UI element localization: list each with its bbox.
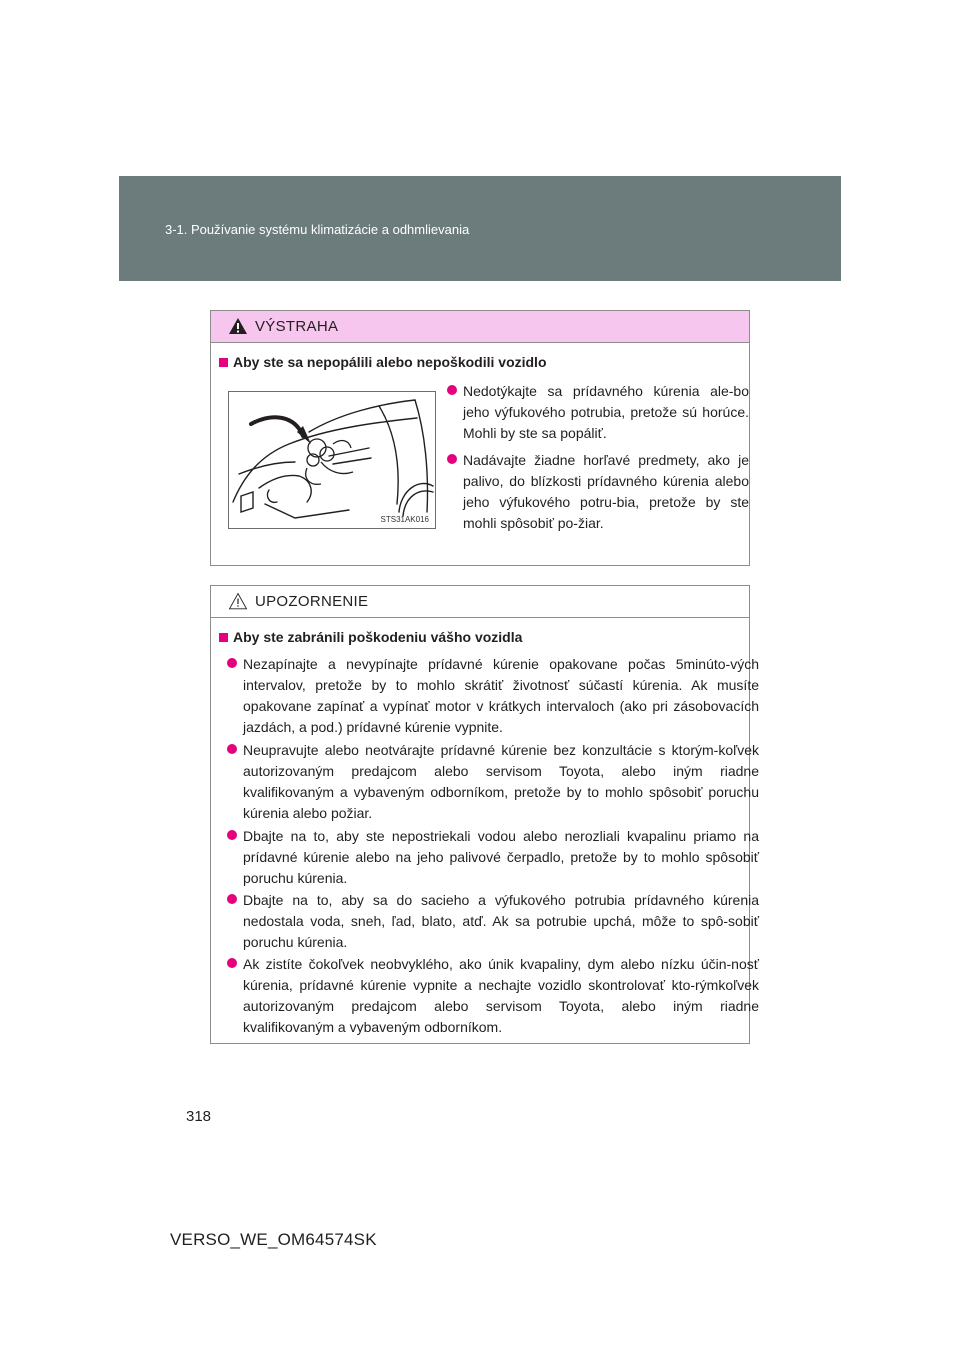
caution-bullet: Ak zistíte čokoľvek neobvyklého, ako únik kvapaliny, dym alebo nízku účin-nosť kúrenia, prídavné kúrenie vypnite a nechajte vozidlo skontrolovať kto-rýmkoľvek autorizovaným predajcom alebo servisom Toyota, alebo iným riadne kvalifikovaným a vybaveným odborníkom. [227,954,759,1038]
warning-subheading: Aby ste sa nepopálili alebo nepoškodili vozidlo [219,354,547,370]
caution-title: UPOZORNENIE [255,593,369,610]
round-bullet-icon [227,894,237,904]
warning-bullet: Nadávajte žiadne horľavé predmety, ako je palivo, do blízkosti prídavného kúrenia alebo jeho výfukového potru-bia, pretože by ste mohli spôsobiť po-žiar. [447,450,749,534]
caution-subheading: Aby ste zabránili poškodeniu vášho vozidla [219,629,522,645]
warning-box [210,310,750,566]
round-bullet-icon [227,830,237,840]
round-bullet-icon [447,454,457,464]
figure-code: STS31AK016 [380,515,429,524]
document-code: VERSO_WE_OM64574SK [170,1230,377,1249]
warning-icon [228,317,248,335]
car-heater-illustration [229,392,435,528]
round-bullet-icon [227,958,237,968]
caution-bullet: Neupravujte alebo neotvárajte prídavné kúrenie bez konzultácie s ktorým-koľvek autorizovaným predajcom alebo servisom Toyota, alebo iným riadne kvalifikovaným a vybaveným odborníkom, pretože by to mohlo spôsobiť poruchu kúrenia alebo požiar. [227,740,759,824]
square-bullet-icon [219,358,228,367]
section-header [119,176,841,281]
warning-title: VÝSTRAHA [255,318,339,335]
caution-box [210,585,759,1044]
heater-figure [228,391,436,529]
round-bullet-icon [447,385,457,395]
caution-bullet: Nezapínajte a nevypínajte prídavné kúrenie opakovane počas 5minúto-vých intervalov, pretože by to mohlo skrátiť životnosť súčastí kúrenia. Ak musíte opakovane zapínať a vypínať motor v krátkych intervaloch (ako pri zásobovacích jazdách, a pod.) prídavné kúrenie vypnite. [227,654,759,738]
round-bullet-icon [227,744,237,754]
caution-bullet: Dbajte na to, aby ste nepostriekali vodou alebo nerozliali kvapalinu priamo na prídavné kúrenie alebo na jeho palivové čerpadlo, pretože by to mohlo spôsobiť poruchu kúrenia. [227,826,759,889]
caution-bullet: Dbajte na to, aby sa do sacieho a výfukového potrubia prídavného kúrenia nedostala voda, sneh, ľad, blato, atď. Ak sa potrubie upchá, môže to spô-sobiť poruchu kúrenia. [227,890,759,953]
caution-icon [228,592,248,610]
caution-header [211,586,749,618]
page-number: 318 [186,1108,212,1125]
warning-bullet: Nedotýkajte sa prídavného kúrenia ale-bo jeho výfukového potrubia, pretože sú horúce. Mohli by ste sa popáliť. [447,381,749,444]
warning-header [211,311,749,343]
square-bullet-icon [219,633,228,642]
round-bullet-icon [227,658,237,668]
section-title: 3-1. Používanie systému klimatizácie a odhmlievania [165,222,470,237]
